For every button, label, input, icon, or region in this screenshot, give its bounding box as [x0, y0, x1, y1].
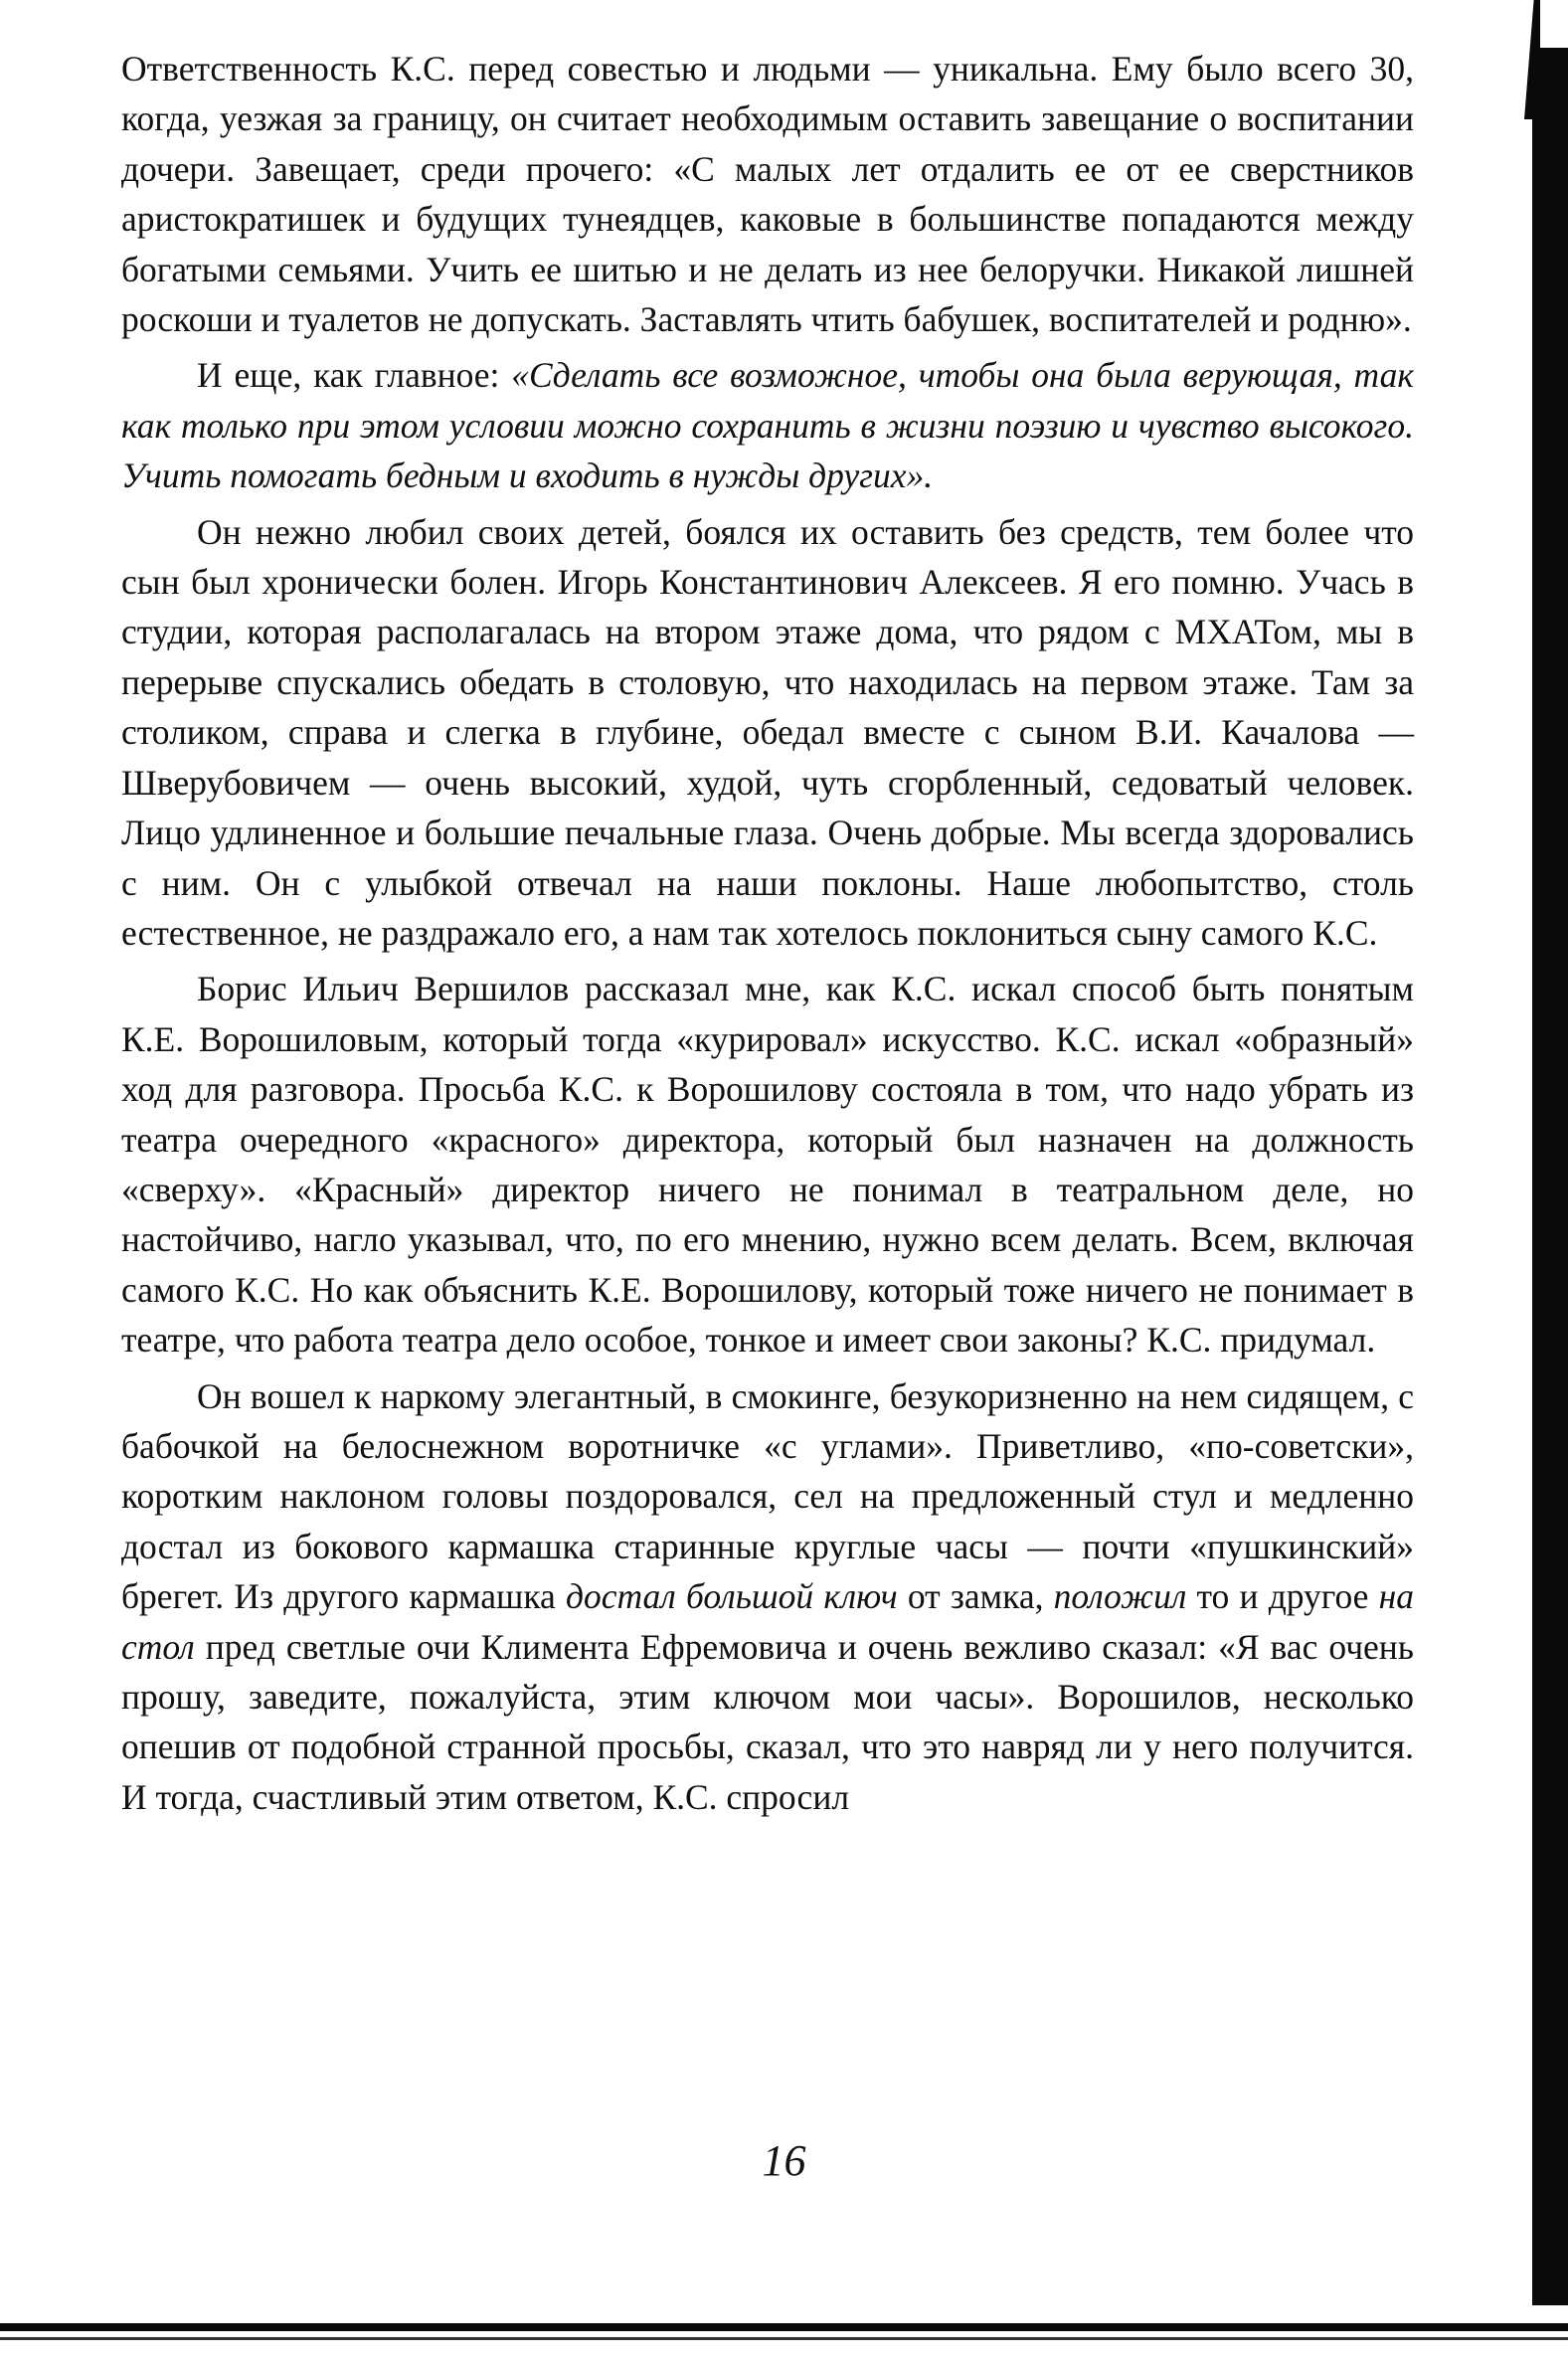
italic-text-run: положил: [1053, 1576, 1187, 1617]
scan-edge-bottom-line: [0, 2337, 1568, 2340]
page-number: 16: [762, 2136, 806, 2185]
paragraph: [121, 1371, 1414, 1823]
text-column: [121, 44, 1414, 1822]
text-run: Ответственность К.С. перед совестью и людьми — уникальна. Ему было всего 30, когда, уезжая за границу, он считает необходимым оставить завещание о воспитании дочери. Завещает, среди прочего: «С малых лет отдалить ее от ее сверстников аристократишек и будущих тунеядцев, каковые в большинстве попадаются между богатыми семьями. Учить ее шитью и не делать из нее белоручки. Никакой лишней роскоши и туалетов не допускать. Заставлять чтить бабушек, воспитателей и родню».: [121, 49, 1414, 340]
paragraph: [121, 350, 1414, 500]
italic-text-run: «Сделать все возможное, чтобы она была верующая, так как только при этом условии можно сохранить в жизни поэзию и чувство высокого. Учить помогать бедным и входить в нужды других».: [121, 355, 1414, 496]
text-run: И еще, как главное:: [197, 355, 512, 396]
paragraph: [121, 507, 1414, 959]
text-run: то и другое: [1186, 1576, 1379, 1617]
scan-edge-bottom: [0, 2323, 1568, 2331]
scan-edge-shadow: [1532, 48, 1568, 2305]
text-run: Он нежно любил своих детей, боялся их оставить без средств, тем более что сын был хронически болен. Игорь Константинович Алексеев. Я его помню. Учась в студии, которая располагалась на втором этаже дома, что рядом с МХАТом, мы в перерыве спускались обедать в столовую, что находилась на первом этаже. Там за столиком, справа и слегка в глубине, обедал вместе с сыном В.И. Качалова — Шверубовичем — очень высокий, худой, чуть сгорбленный, седоватый человек. Лицо удлиненное и большие печальные глаза. Очень добрые. Мы всегда здоровались с ним. Он с улыбкой отвечал на наши поклоны. Наше любопытство, столь естественное, не раздражало его, а нам так хотелось поклониться сыну самого К.С.: [121, 511, 1414, 953]
italic-text-run: достал большой ключ: [566, 1576, 898, 1617]
paragraph: [121, 964, 1414, 1364]
text-run: Борис Ильич Вершилов рассказал мне, как К.С. искал способ быть понятым К.Е. Ворошиловым, который тогда «курировал» искусство. К.С. искал «образный» ход для разговора. Просьба К.С. к Ворошилову состояла в том, что надо убрать из театра очередного «красного» директора, который был назначен на должность «сверху». «Красный» директор ничего не понимал в театральном деле, но настойчиво, нагло указывал, что, по его мнению, нужно всем делать. Всем, включая самого К.С. Но как объяснить К.Е. Ворошилову, который тоже ничего не понимает в театре, что работа театра дело особое, тонкое и имеет свои законы? К.С. придумал.: [121, 969, 1414, 1361]
text-run: Он вошел к наркому элегантный, в смокинге, безукоризненно на нем сидящем, с бабочкой на белоснежном воротничке «с углами». Приветливо, «по-советски», коротким наклоном головы поздоровался, сел на предложенный стул и медленно достал из бокового кармашка старинные круглые часы — почти «пушкинский» брегет. Из другого кармашка: [121, 1375, 1414, 1617]
text-run: пред светлые очи Климента Ефремовича и очень вежливо сказал: «Я вас очень прошу, заведите, пожалуйста, этим ключом мои часы». Ворошилов, несколько опешив от подобной странной просьбы, сказал, что это навряд ли у него получится. И тогда, счастливый этим ответом, К.С. спросил: [121, 1626, 1414, 1817]
scan-edge-right: [1496, 0, 1568, 2363]
paragraph: [121, 44, 1414, 344]
italic-text-run: на стол: [121, 1576, 1414, 1667]
text-run: от замка,: [897, 1576, 1054, 1617]
